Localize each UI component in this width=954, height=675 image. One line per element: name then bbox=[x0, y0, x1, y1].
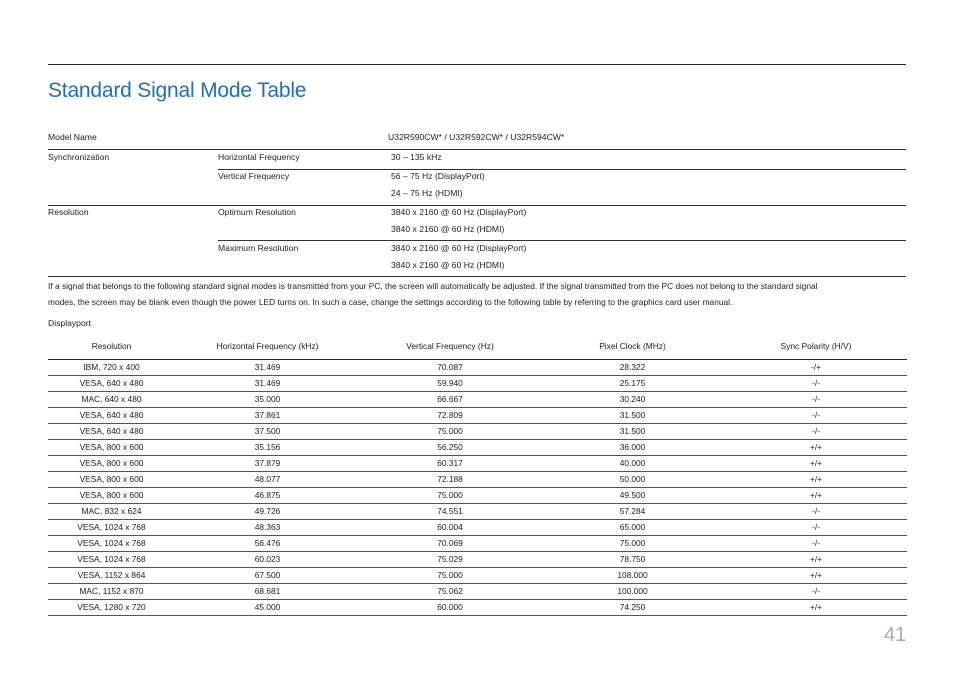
table-cell: 37.879 bbox=[175, 456, 360, 472]
table-row bbox=[48, 472, 907, 488]
spec-row-optimum-hdmi bbox=[48, 221, 906, 237]
table-cell: 35.000 bbox=[175, 392, 360, 408]
column-header: Sync Polarity (H/V) bbox=[725, 333, 907, 360]
spec-row-vfreq bbox=[48, 168, 906, 184]
table-cell: 78.750 bbox=[540, 552, 725, 568]
page-title: Standard Signal Mode Table bbox=[48, 79, 307, 102]
table-cell: 35.156 bbox=[175, 440, 360, 456]
table-cell: 36.000 bbox=[540, 440, 725, 456]
table-cell: 72.188 bbox=[360, 472, 540, 488]
table-cell: VESA, 1280 x 720 bbox=[48, 600, 175, 616]
table-cell: 75.000 bbox=[360, 424, 540, 440]
table-cell: VESA, 1152 x 864 bbox=[48, 568, 175, 584]
table-cell: 45.000 bbox=[175, 600, 360, 616]
spec-row-maximum-hdmi bbox=[48, 257, 906, 273]
table-cell: 59.940 bbox=[360, 376, 540, 392]
table-cell: -/- bbox=[725, 376, 907, 392]
section-label: Displayport bbox=[48, 318, 91, 328]
table-cell: 48.077 bbox=[175, 472, 360, 488]
column-header: Resolution bbox=[48, 333, 175, 360]
table-cell: 28.322 bbox=[540, 360, 725, 376]
table-cell: 100.000 bbox=[540, 584, 725, 600]
optimum-resolution-hdmi: 3840 x 2160 @ 60 Hz (HDMI) bbox=[391, 224, 505, 234]
table-row bbox=[48, 504, 907, 520]
resolution-label: Resolution bbox=[48, 207, 89, 217]
table-cell: -/- bbox=[725, 424, 907, 440]
table-cell: 48.363 bbox=[175, 520, 360, 536]
table-cell: VESA, 800 x 600 bbox=[48, 456, 175, 472]
signal-mode-note bbox=[48, 279, 908, 310]
table-cell: VESA, 800 x 600 bbox=[48, 440, 175, 456]
table-cell: -/- bbox=[725, 520, 907, 536]
table-row bbox=[48, 552, 907, 568]
table-row bbox=[48, 456, 907, 472]
table-cell: VESA, 1024 x 768 bbox=[48, 552, 175, 568]
table-row bbox=[48, 440, 907, 456]
table-cell: 75.000 bbox=[360, 488, 540, 504]
optimum-resolution-label: Optimum Resolution bbox=[218, 207, 296, 217]
synchronization-label: Synchronization bbox=[48, 152, 110, 162]
maximum-resolution-dp: 3840 x 2160 @ 60 Hz (DisplayPort) bbox=[391, 243, 527, 253]
spec-table bbox=[48, 129, 906, 273]
table-row bbox=[48, 392, 907, 408]
table-cell: 75.000 bbox=[540, 536, 725, 552]
model-name-value: U32R590CW* / U32R592CW* / U32R594CW* bbox=[388, 132, 565, 142]
table-cell: 37.500 bbox=[175, 424, 360, 440]
note-line: If a signal that belongs to the following standard signal modes is transmitted from your PC, the screen will automatically be adjusted. If the signal transmitted from the PC does not belong to the standard signal bbox=[48, 281, 818, 291]
divider bbox=[48, 276, 906, 277]
table-cell: 75.062 bbox=[360, 584, 540, 600]
table-row bbox=[48, 568, 907, 584]
table-cell: 56.250 bbox=[360, 440, 540, 456]
table-cell: +/+ bbox=[725, 568, 907, 584]
table-cell: 60.317 bbox=[360, 456, 540, 472]
maximum-resolution-label: Maximum Resolution bbox=[218, 243, 299, 253]
table-row bbox=[48, 536, 907, 552]
table-cell: -/- bbox=[725, 536, 907, 552]
table-cell: +/+ bbox=[725, 552, 907, 568]
table-cell: 67.500 bbox=[175, 568, 360, 584]
table-cell: -/- bbox=[725, 584, 907, 600]
table-cell: 60.023 bbox=[175, 552, 360, 568]
table-row bbox=[48, 408, 907, 424]
table-cell: 56.476 bbox=[175, 536, 360, 552]
table-cell: 46.875 bbox=[175, 488, 360, 504]
table-cell: 49.500 bbox=[540, 488, 725, 504]
table-row bbox=[48, 360, 907, 376]
column-header: Pixel Clock (MHz) bbox=[540, 333, 725, 360]
table-cell: VESA, 1024 x 768 bbox=[48, 520, 175, 536]
table-cell: VESA, 800 x 600 bbox=[48, 472, 175, 488]
horizontal-frequency-label: Horizontal Frequency bbox=[218, 152, 300, 162]
table-row bbox=[48, 584, 907, 600]
spec-row-model bbox=[48, 129, 906, 145]
table-cell: 108.000 bbox=[540, 568, 725, 584]
table-cell: 66.667 bbox=[360, 392, 540, 408]
table-cell: 74.250 bbox=[540, 600, 725, 616]
table-cell: 31.469 bbox=[175, 376, 360, 392]
table-cell: 57.284 bbox=[540, 504, 725, 520]
table-cell: 37.861 bbox=[175, 408, 360, 424]
table-cell: VESA, 640 x 480 bbox=[48, 376, 175, 392]
table-row bbox=[48, 600, 907, 616]
table-cell: 40.000 bbox=[540, 456, 725, 472]
table-cell: MAC, 640 x 480 bbox=[48, 392, 175, 408]
model-name-label: Model Name bbox=[48, 132, 97, 142]
table-cell: -/- bbox=[725, 504, 907, 520]
table-cell: 31.500 bbox=[540, 408, 725, 424]
table-cell: +/+ bbox=[725, 472, 907, 488]
vertical-frequency-hdmi: 24 – 75 Hz (HDMI) bbox=[391, 188, 463, 198]
optimum-resolution-dp: 3840 x 2160 @ 60 Hz (DisplayPort) bbox=[391, 207, 527, 217]
table-cell: 72.809 bbox=[360, 408, 540, 424]
table-cell: +/+ bbox=[725, 488, 907, 504]
table-header-row bbox=[48, 333, 907, 360]
table-cell: VESA, 640 x 480 bbox=[48, 408, 175, 424]
horizontal-frequency-value: 30 – 135 kHz bbox=[391, 152, 442, 162]
spec-row-optimum bbox=[48, 204, 906, 220]
table-cell: 74.551 bbox=[360, 504, 540, 520]
table-cell: -/+ bbox=[725, 360, 907, 376]
table-cell: MAC, 1152 x 870 bbox=[48, 584, 175, 600]
column-header: Horizontal Frequency (kHz) bbox=[175, 333, 360, 360]
table-cell: 60.004 bbox=[360, 520, 540, 536]
spec-row-vfreq-hdmi bbox=[48, 185, 906, 201]
table-cell: 49.726 bbox=[175, 504, 360, 520]
table-cell: 75.029 bbox=[360, 552, 540, 568]
maximum-resolution-hdmi: 3840 x 2160 @ 60 Hz (HDMI) bbox=[391, 260, 505, 270]
table-cell: -/- bbox=[725, 408, 907, 424]
table-row bbox=[48, 376, 907, 392]
table-cell: 70.069 bbox=[360, 536, 540, 552]
table-row bbox=[48, 424, 907, 440]
vertical-frequency-label: Vertical Frequency bbox=[218, 171, 290, 181]
top-rule bbox=[48, 64, 906, 65]
table-row bbox=[48, 488, 907, 504]
table-cell: 70.087 bbox=[360, 360, 540, 376]
table-cell: 75.000 bbox=[360, 568, 540, 584]
table-cell: VESA, 640 x 480 bbox=[48, 424, 175, 440]
table-cell: VESA, 800 x 600 bbox=[48, 488, 175, 504]
table-cell: +/+ bbox=[725, 456, 907, 472]
table-cell: MAC, 832 x 624 bbox=[48, 504, 175, 520]
table-cell: +/+ bbox=[725, 440, 907, 456]
table-cell: -/- bbox=[725, 392, 907, 408]
table-cell: 25.175 bbox=[540, 376, 725, 392]
table-row bbox=[48, 520, 907, 536]
table-cell: VESA, 1024 x 768 bbox=[48, 536, 175, 552]
spec-row-hfreq bbox=[48, 149, 906, 165]
table-cell: IBM, 720 x 400 bbox=[48, 360, 175, 376]
table-cell: 31.500 bbox=[540, 424, 725, 440]
spec-row-maximum bbox=[48, 240, 906, 256]
vertical-frequency-dp: 56 – 75 Hz (DisplayPort) bbox=[391, 171, 485, 181]
page-number: 41 bbox=[884, 624, 907, 646]
table-cell: +/+ bbox=[725, 600, 907, 616]
table-cell: 50.000 bbox=[540, 472, 725, 488]
table-cell: 65.000 bbox=[540, 520, 725, 536]
signal-mode-table bbox=[48, 333, 907, 616]
table-cell: 31.469 bbox=[175, 360, 360, 376]
table-cell: 60.000 bbox=[360, 600, 540, 616]
table-cell: 68.681 bbox=[175, 584, 360, 600]
note-line: modes, the screen may be blank even though the power LED turns on. In such a case, change the settings according to the following table by referring to the graphics card user manual. bbox=[48, 296, 733, 307]
column-header: Vertical Frequency (Hz) bbox=[360, 333, 540, 360]
table-cell: 30.240 bbox=[540, 392, 725, 408]
